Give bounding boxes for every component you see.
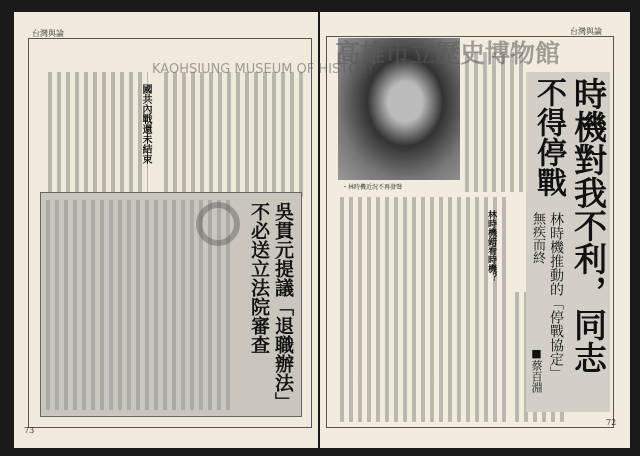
text-columns	[465, 52, 525, 192]
watermark-text: KAOHSIUNG MUSEUM OF HISTORY	[152, 62, 375, 77]
page-number: 72	[606, 418, 617, 427]
subtitle: 林時機推動的「停戰協定」	[548, 212, 564, 380]
subhead: 林時機錯看時機？	[486, 210, 496, 282]
section-heading: 國共內戰還未結束	[140, 84, 151, 164]
text-columns	[48, 72, 148, 192]
magazine-header: 台灣與論	[570, 27, 602, 36]
right-page	[320, 12, 630, 448]
headline: 時機對我不利，同志	[569, 77, 608, 374]
text-columns	[164, 72, 304, 197]
photo-caption: ・林時機近況不再發聲	[342, 184, 403, 191]
headline: 不得停戰	[531, 77, 566, 197]
author: ■蔡百淵	[530, 347, 543, 393]
museum-logo-icon	[196, 202, 240, 246]
box-subtitle: 不必送立法院審查	[248, 202, 270, 354]
page-number: 73	[24, 426, 35, 435]
watermark-text: 高雄市立歷史博物館	[335, 39, 561, 68]
left-page	[14, 12, 318, 448]
subtitle: 無疾而終	[530, 212, 545, 264]
magazine-header: 台灣與論	[32, 29, 64, 38]
box-title: 吳貫元提議「退職辦法」	[272, 202, 294, 411]
